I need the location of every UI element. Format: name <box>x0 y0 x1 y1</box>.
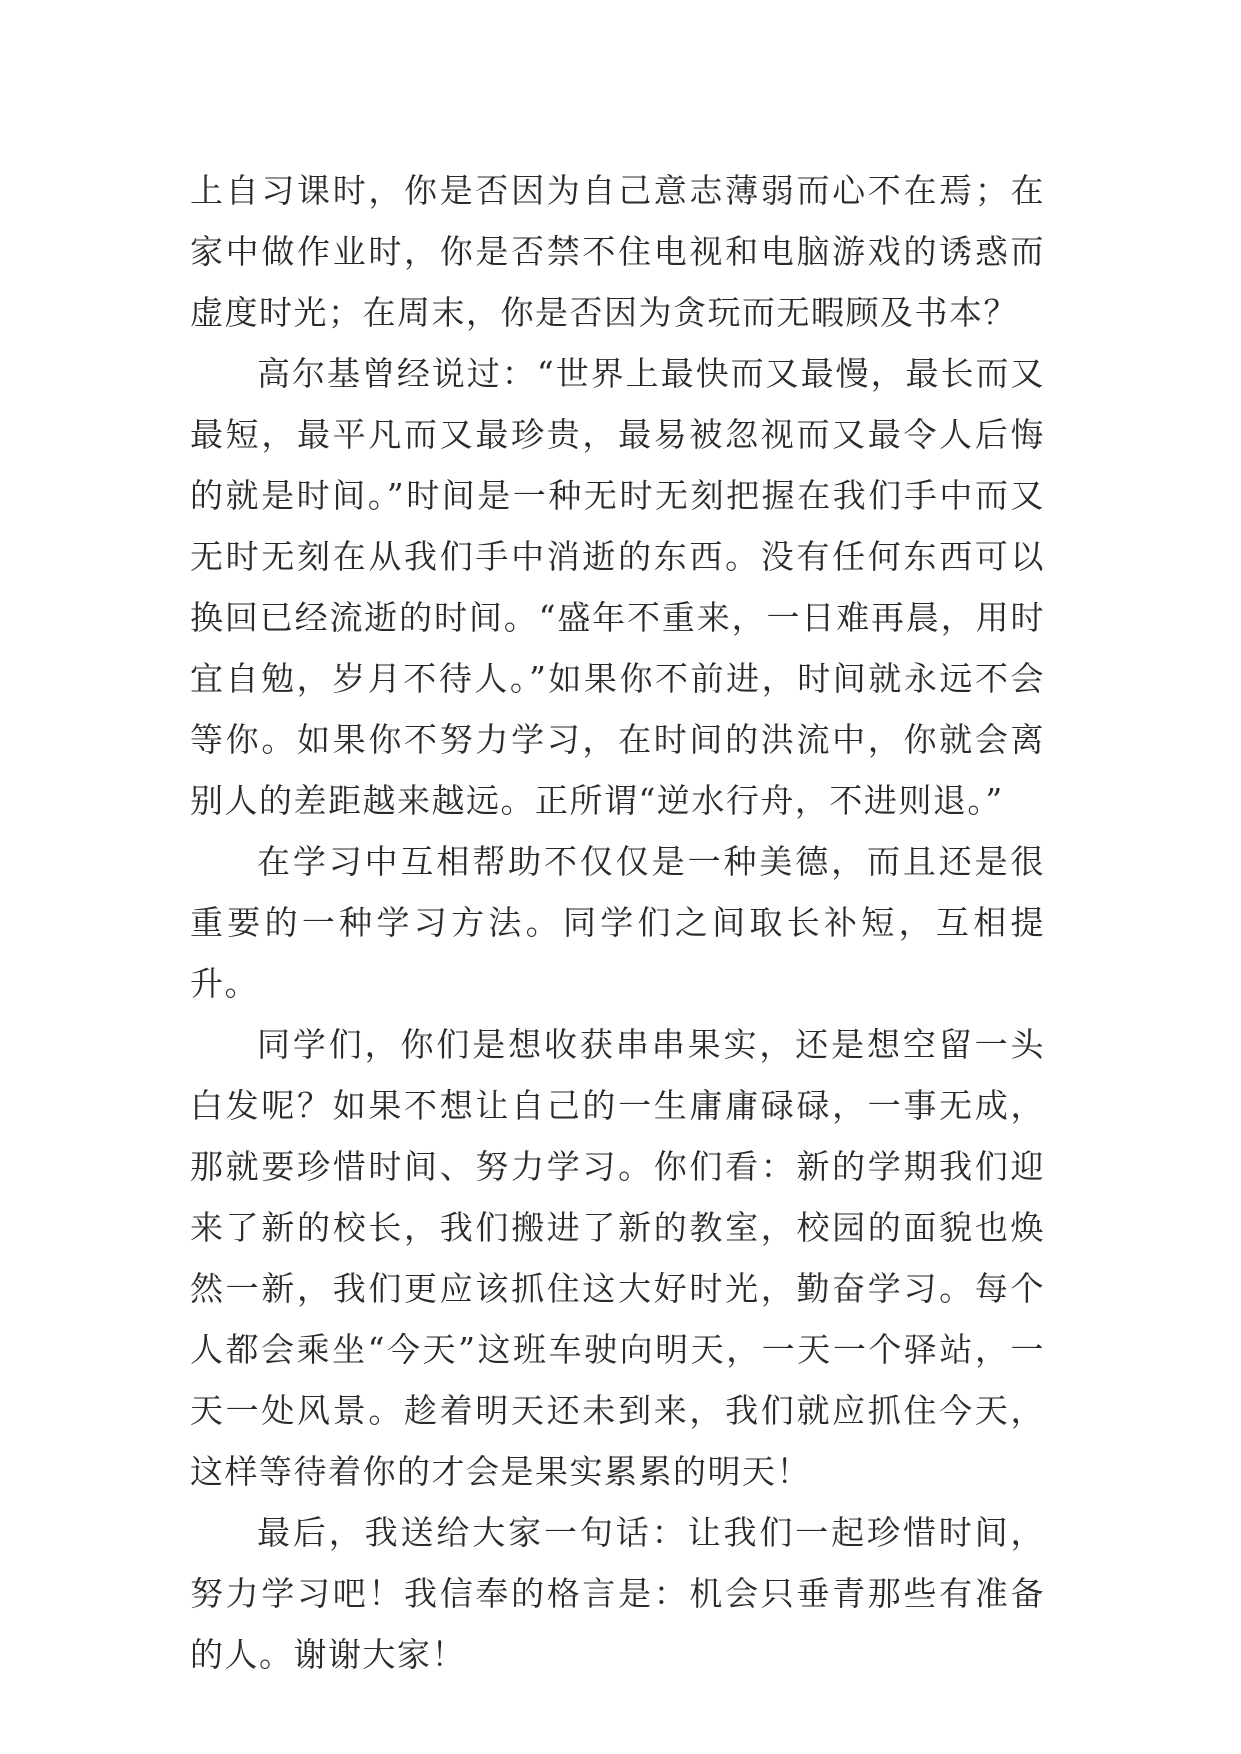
paragraph-3: 在学习中互相帮助不仅仅是一种美德，而且还是很重要的一种学习方法。同学们之间取长补短，互相提升。 <box>190 842 1045 1003</box>
document-body <box>190 160 1045 1685</box>
paragraph-1: 上自习课时，你是否因为自己意志薄弱而心不在焉；在家中做作业时，你是否禁不住电视和电脑游戏的诱惑而虚度时光；在周末，你是否因为贪玩而无暇顾及书本？ <box>190 171 1045 332</box>
paragraph-2: 高尔基曾经说过：“世界上最快而又最慢，最长而又最短，最平凡而又最珍贵，最易被忽视而又最令人后悔的就是时间。”时间是一种无时无刻把握在我们手中而又无时无刻在从我们手中消逝的东西。没有任何东西可以换回已经流逝的时间。“盛年不重来，一日难再晨，用时宜自勉，岁月不待人。”如果你不前进，时间就永远不会等你。如果你不努力学习，在时间的洪流中，你就会离别人的差距越来越远。正所谓“逆水行舟，不进则退。” <box>190 354 1045 820</box>
paragraph-4: 同学们，你们是想收获串串果实，还是想空留一头白发呢？如果不想让自己的一生庸庸碌碌，一事无成，那就要珍惜时间、努力学习。你们看：新的学期我们迎来了新的校长，我们搬进了新的教室，校园的面貌也焕然一新，我们更应该抓住这大好时光，勤奋学习。每个人都会乘坐“今天”这班车驶向明天，一天一个驿站，一天一处风景。趁着明天还未到来，我们就应抓住今天，这样等待着你的才会是果实累累的明天！ <box>190 1025 1045 1491</box>
paragraph-5: 最后，我送给大家一句话：让我们一起珍惜时间，努力学习吧！我信奉的格言是：机会只垂青那些有准备的人。谢谢大家！ <box>190 1513 1045 1674</box>
